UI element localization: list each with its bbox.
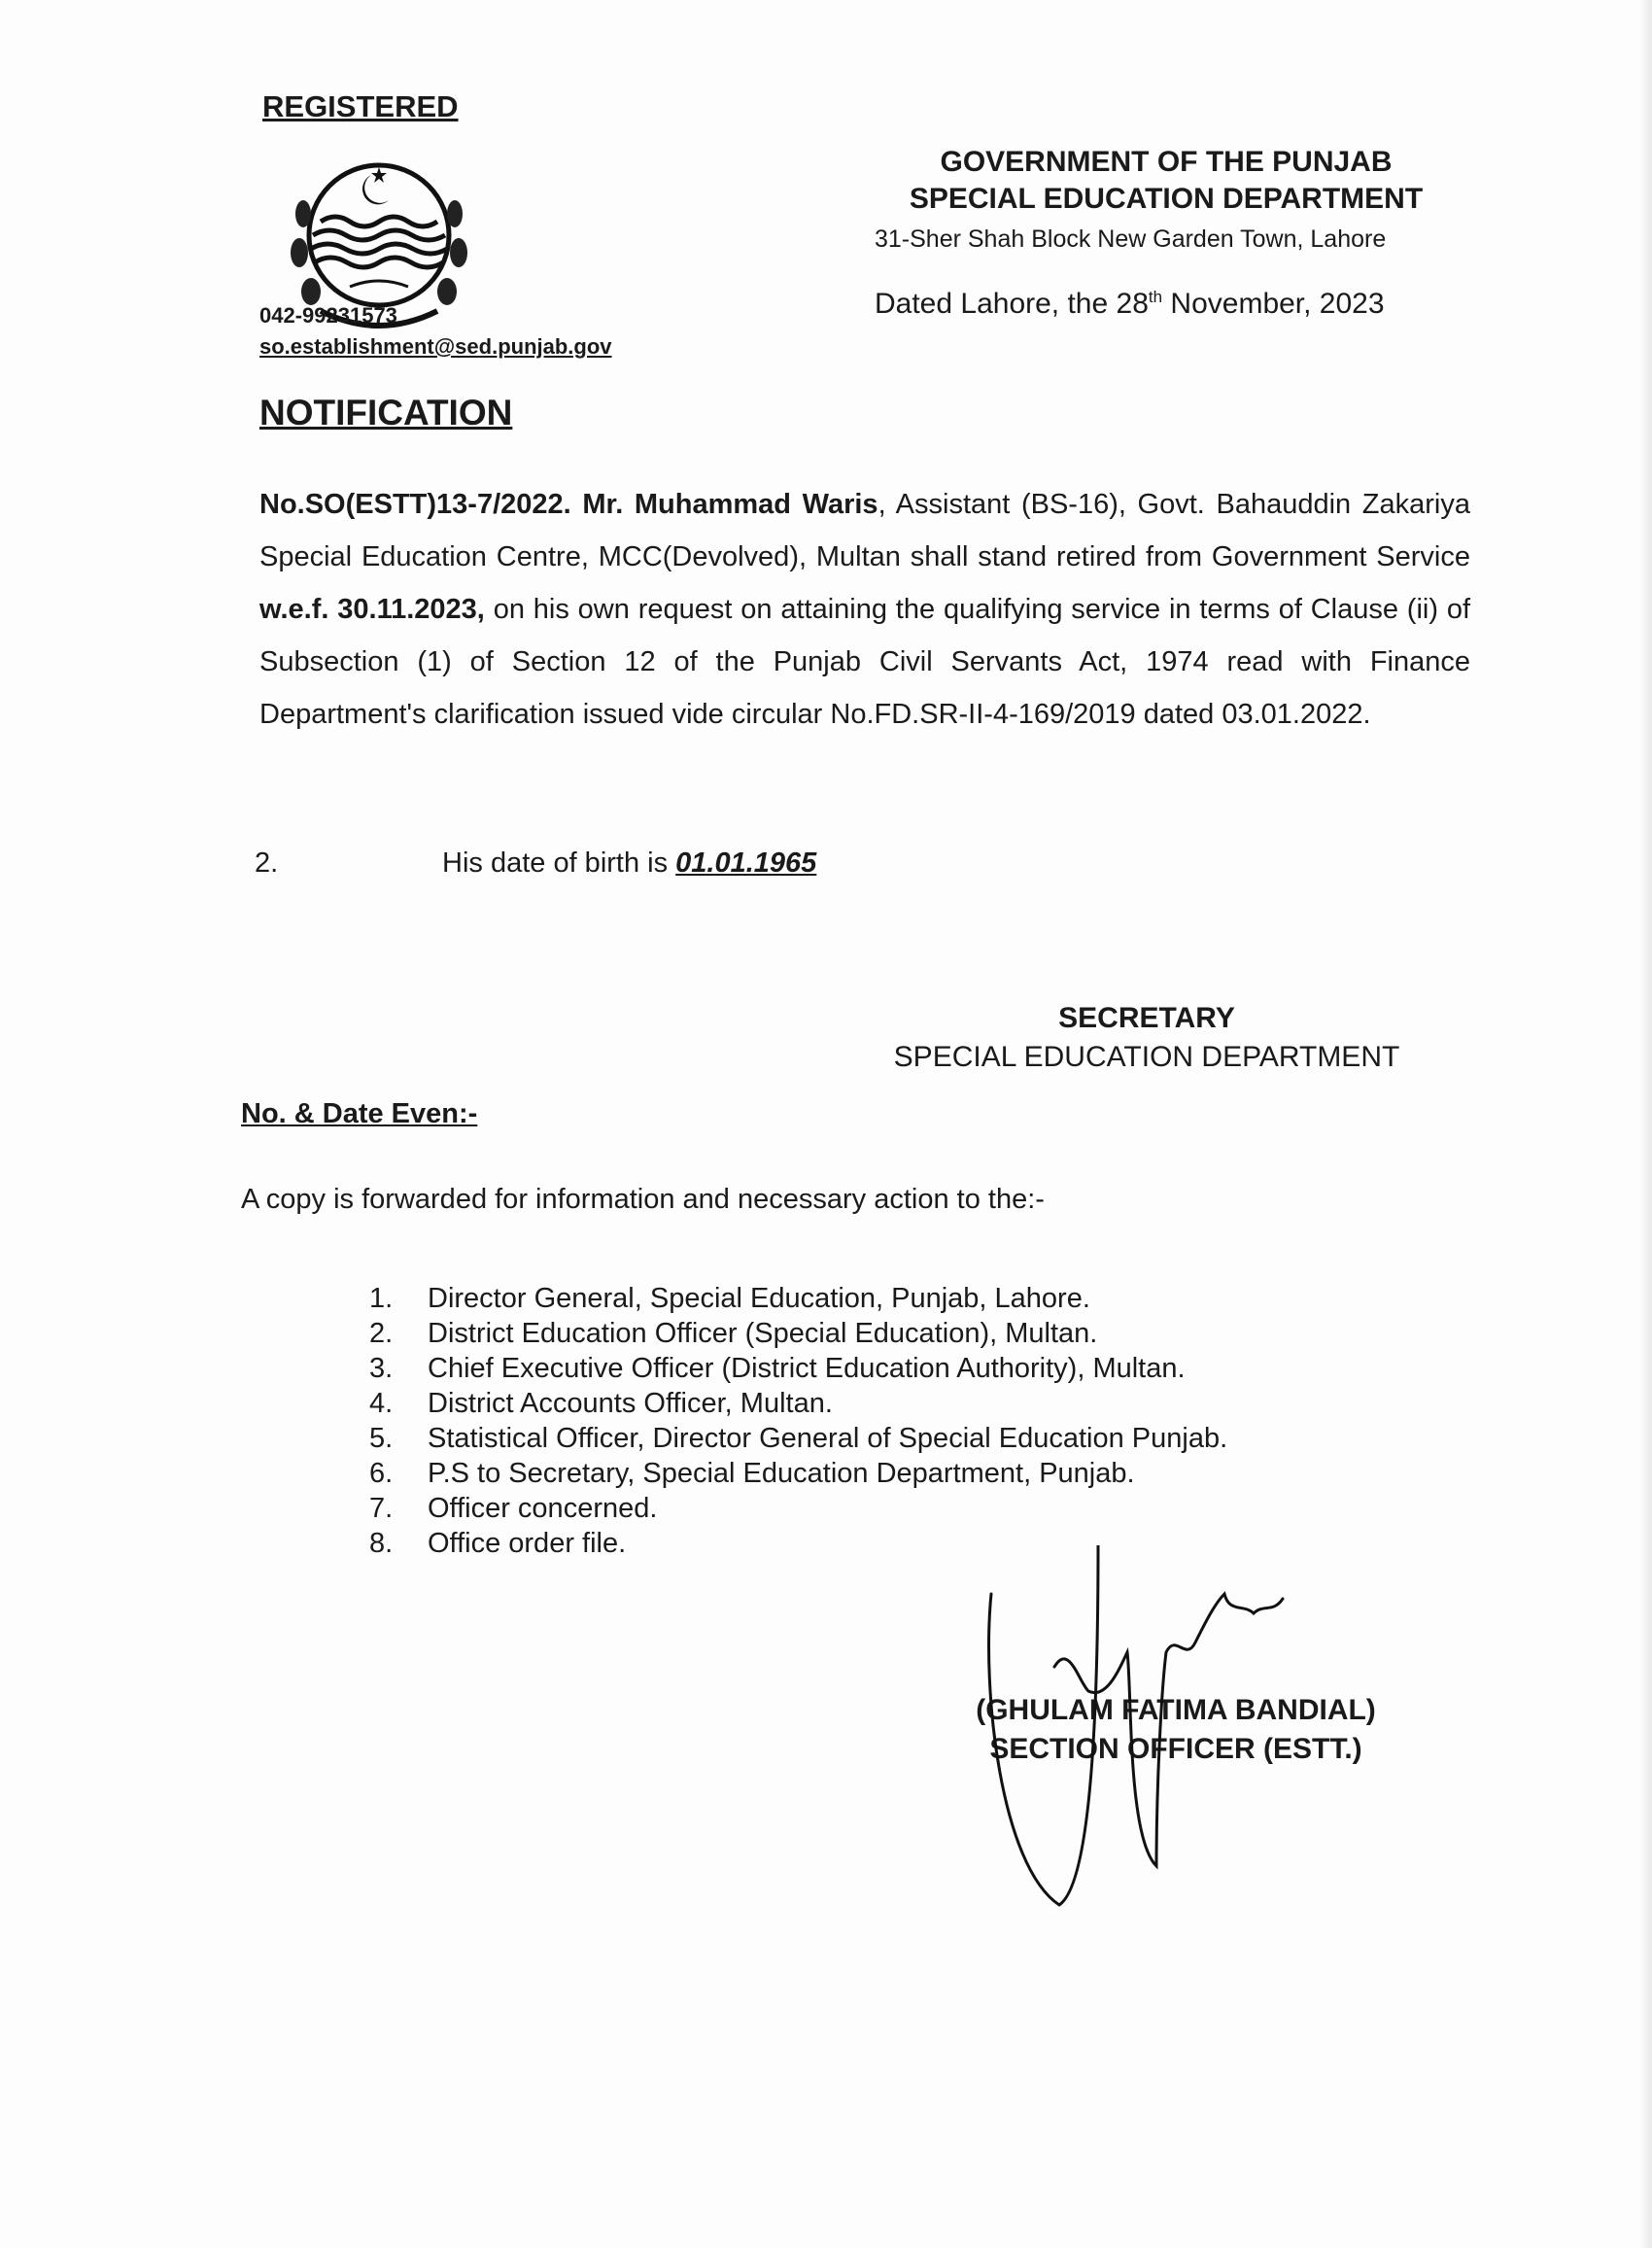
body-text-1: , Assistant (BS-16), Govt. Bahauddin Zakariya Special Education Centre, MCC(Devolved), Multan shall stand retired from Government Service (259, 489, 1470, 572)
registered-label: REGISTERED (262, 89, 459, 123)
address: 31-Sher Shah Block New Garden Town, Lahore (875, 225, 1387, 253)
secretary-title: SECRETARY (1058, 1002, 1235, 1034)
secretary-department: SPECIAL EDUCATION DEPARTMENT (893, 1041, 1400, 1073)
item-text: Director General, Special Education, Punjab, Lahore. (428, 1283, 1090, 1314)
item-text: Officer concerned. (428, 1493, 658, 1524)
item-number: 2. (369, 1318, 394, 1349)
list-item (369, 1386, 1227, 1421)
reference-number: No.SO(ESTT)13-7/2022. (259, 489, 571, 520)
list-item (369, 1281, 1227, 1316)
item-number: 3. (369, 1353, 394, 1384)
paragraph-number: 2. (255, 847, 279, 879)
date-of-birth-line (442, 847, 816, 880)
item-text: District Education Officer (Special Education), Multan. (428, 1318, 1098, 1349)
item-text: Statistical Officer, Director General of Special Education Punjab. (428, 1423, 1228, 1454)
date-prefix: Dated Lahore, the 28 (875, 288, 1149, 320)
item-number: 5. (369, 1423, 394, 1454)
signatory-name: (GHULAM FATIMA BANDIAL) (976, 1694, 1376, 1726)
no-date-even-heading: No. & Date Even:- (241, 1098, 478, 1129)
phone-number: 042-99231573 (259, 303, 397, 328)
notification-body (259, 478, 1470, 741)
paper-edge-shadow (1638, 0, 1652, 2248)
signatory-designation: SECTION OFFICER (ESTT.) (989, 1733, 1362, 1765)
item-text: P.S to Secretary, Special Education Department, Punjab. (428, 1458, 1135, 1489)
body-text-2: on his own request on attaining the qualifying service in terms of Clause (ii) of Subsection (1) of Section 12 of the Punjab Civil Servants Act, 1974 read with Finance Department's clarification issued vide circular No.FD.SR-II-4-169/2019 dated 03.01.2022. (259, 594, 1471, 730)
employee-name: Mr. Muhammad Waris (582, 489, 878, 520)
secretary-block (836, 999, 1458, 1077)
list-item (369, 1491, 1227, 1526)
date-month-year: November, 2023 (1162, 288, 1385, 320)
distribution-list (369, 1281, 1227, 1561)
date-line (875, 288, 1385, 321)
item-number: 6. (369, 1458, 394, 1489)
date-of-birth: 01.01.1965 (675, 847, 817, 879)
copy-forward-intro: A copy is forwarded for information and necessary action to the:- (241, 1184, 1045, 1215)
item-number: 8. (369, 1528, 394, 1559)
list-item (369, 1351, 1227, 1386)
item-text: Chief Executive Officer (District Education Authority), Multan. (428, 1353, 1186, 1384)
item-text: Office order file. (428, 1528, 627, 1559)
item-number: 4. (369, 1388, 394, 1419)
list-item (369, 1456, 1227, 1491)
list-item (369, 1421, 1227, 1456)
item-text: District Accounts Officer, Multan. (428, 1388, 833, 1419)
retirement-date: w.e.f. 30.11.2023, (259, 594, 485, 625)
handwritten-signature (962, 1545, 1312, 1915)
letterhead (855, 144, 1477, 218)
list-item (369, 1316, 1227, 1351)
government-title: GOVERNMENT OF THE PUNJAB (940, 146, 1393, 178)
date-suffix-sup: th (1148, 288, 1163, 306)
dob-label: His date of birth is (442, 847, 676, 879)
item-number: 1. (369, 1283, 394, 1314)
email-link[interactable]: so.establishment@sed.punjab.gov (259, 334, 612, 359)
item-number: 7. (369, 1493, 394, 1524)
department-title: SPECIAL EDUCATION DEPARTMENT (909, 183, 1424, 215)
notification-title: NOTIFICATION (259, 393, 513, 432)
